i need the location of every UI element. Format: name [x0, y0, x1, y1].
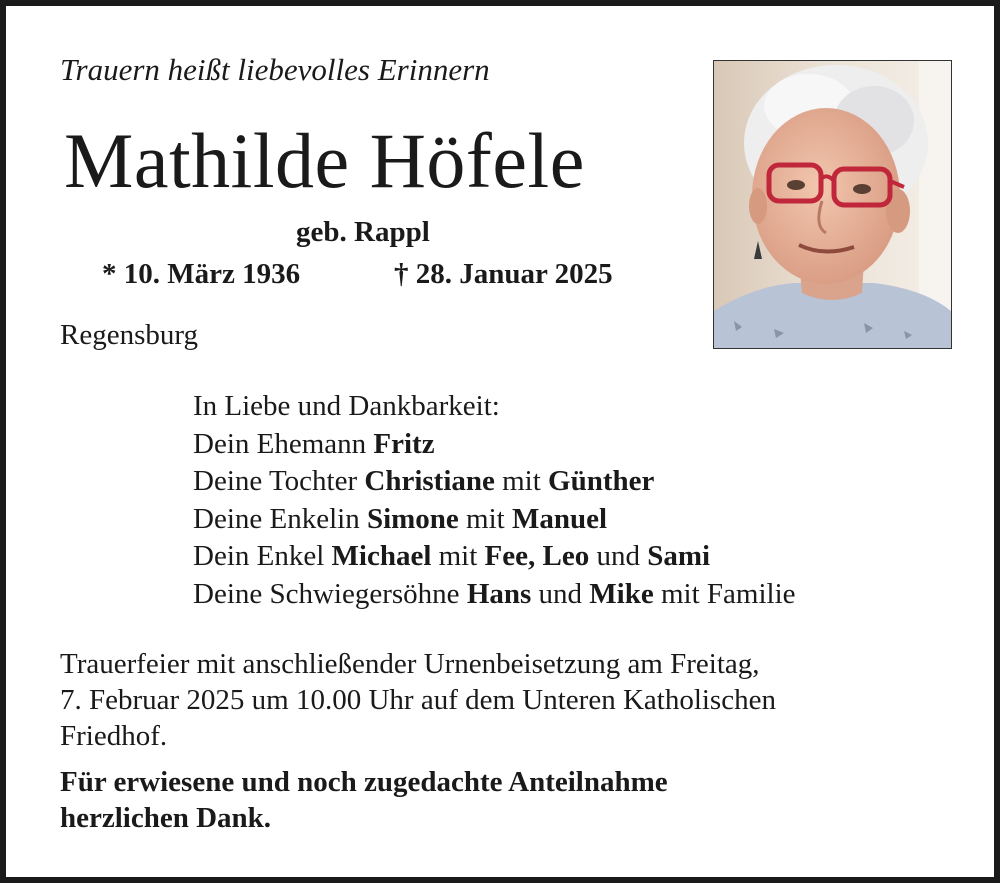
family-relation-text: mit: [494, 465, 549, 497]
family-relation-text: mit Familie: [653, 577, 796, 610]
family-member-name: Michael: [331, 540, 432, 572]
motto: Trauern heißt liebevolles Erinnern: [60, 52, 490, 87]
family-relation-text: Deine Tochter: [193, 465, 365, 497]
city: Regensburg: [60, 319, 199, 351]
family-list: [193, 388, 796, 613]
family-relation-text: mit: [458, 502, 512, 535]
ceremony-info: [60, 646, 950, 754]
family-member-name: Sami: [647, 540, 711, 572]
family-member-name: Manuel: [511, 502, 608, 535]
portrait-photo: [713, 60, 952, 349]
maiden-name: geb. Rappl: [296, 216, 430, 248]
thanks-note: [60, 764, 668, 836]
family-member-name: Christiane: [364, 465, 495, 497]
thanks-line: herzlichen Dank.: [60, 802, 272, 834]
family-member-name: Fee, Leo: [484, 540, 590, 572]
family-relation-text: mit: [431, 540, 485, 572]
ceremony-line: Friedhof.: [60, 720, 168, 752]
family-member-name: Simone: [366, 502, 459, 535]
family-relation-text: Deine Enkelin: [193, 502, 367, 535]
thanks-line: Für erwiesene und noch zugedachte Anteilnahme: [60, 766, 668, 798]
death-date: † 28. Januar 2025: [394, 258, 613, 290]
family-relation-text: und: [531, 577, 590, 610]
family-relation-text: Dein Enkel: [193, 540, 332, 572]
ceremony-line: Trauerfeier mit anschließender Urnenbeisetzung am Freitag,: [60, 648, 760, 680]
family-member-name: Günther: [548, 465, 655, 497]
birth-date: * 10. März 1936: [102, 258, 301, 290]
family-member-name: Hans: [466, 577, 532, 610]
family-member-row: [193, 538, 796, 576]
family-member-row: [193, 501, 796, 539]
family-member-row: [193, 576, 796, 614]
family-member-name: Fritz: [373, 427, 435, 460]
family-relation-text: Dein Ehemann: [193, 427, 374, 460]
family-member-row: [193, 463, 796, 501]
ceremony-line: 7. Februar 2025 um 10.00 Uhr auf dem Unteren Katholischen: [60, 684, 776, 716]
family-members: [193, 426, 796, 614]
family-relation-text: Deine Schwiegersöhne: [193, 577, 467, 610]
family-member-name: Mike: [589, 577, 654, 610]
deceased-name: Mathilde Höfele: [64, 117, 585, 204]
family-member-row: [193, 426, 796, 464]
family-intro: In Liebe und Dankbarkeit:: [193, 390, 500, 422]
family-relation-text: und: [589, 540, 648, 572]
